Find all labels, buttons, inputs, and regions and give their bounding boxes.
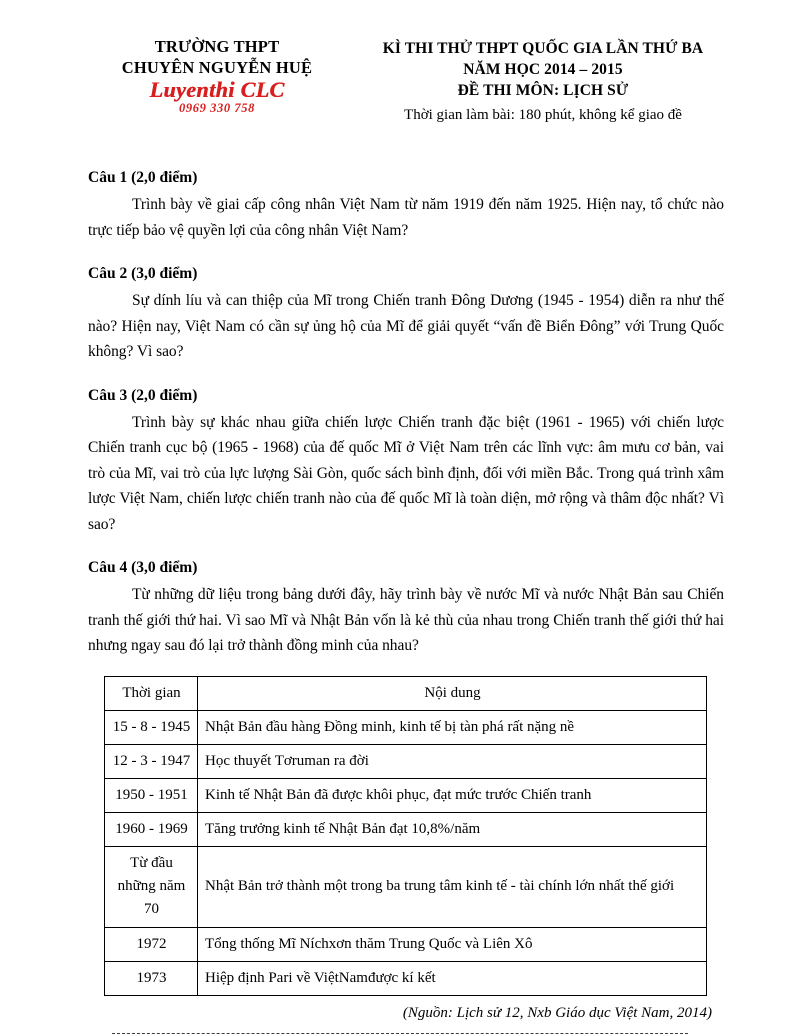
table-row [105, 744, 707, 778]
cell-content: Tăng trưởng kinh tế Nhật Bản đạt 10,8%/năm [198, 812, 707, 846]
cell-time: 1973 [105, 961, 198, 995]
cell-time: 1950 - 1951 [105, 778, 198, 812]
cell-content: Tổng thống Mĩ Níchxơn thăm Trung Quốc và Liên Xô [198, 927, 707, 961]
page-footer-divider [112, 1033, 688, 1034]
data-table-wrapper [88, 676, 724, 996]
cell-time: 12 - 3 - 1947 [105, 744, 198, 778]
logo-phone-number: 0969 330 758 [179, 101, 255, 115]
table-row [105, 812, 707, 846]
logo-wordmark: Luyenthi CLC [149, 77, 285, 102]
exam-duration-note: Thời gian làm bài: 180 phút, không kể giao đề [404, 107, 682, 123]
exam-content [0, 168, 800, 1034]
exam-subject-line: ĐỀ THI MÔN: LỊCH SỬ [457, 82, 629, 99]
table-header-row [105, 676, 707, 710]
table-row [105, 710, 707, 744]
cell-content: Học thuyết Tơruman ra đời [198, 744, 707, 778]
question-block-3 [88, 386, 724, 538]
cell-content: Hiệp định Pari về ViệtNamđược kí kết [198, 961, 707, 995]
column-header-content: Nội dung [198, 676, 707, 710]
school-identity-block [74, 36, 360, 115]
question-4-body: Từ những dữ liệu trong bảng dưới đây, hãy trình bày về nước Mĩ và nước Nhật Bản sau Chiến tranh thế giới thứ hai. Vì sao Mĩ và Nhật Bản vốn là kẻ thù của nhau trong Chiến tranh thế giới thứ hai nhưng ngay sau đó lại trở thành đồng minh của nhau? [88, 586, 724, 654]
cell-time: Từ đầu những năm 70 [105, 846, 198, 927]
question-3-title: Câu 3 (2,0 điểm) [88, 386, 198, 404]
school-name-line-1: TRƯỜNG THPT [154, 37, 280, 56]
table-source-citation: (Nguồn: Lịch sử 12, Nxb Giáo dục Việt Nam, 2014) [402, 1004, 712, 1021]
question-2-title: Câu 2 (3,0 điểm) [88, 265, 198, 282]
cell-content: Nhật Bản đầu hàng Đồng minh, kinh tế bị tàn phá rất nặng nề [198, 710, 707, 744]
document-header [0, 0, 800, 126]
exam-identity-block [360, 36, 726, 126]
table-row [105, 778, 707, 812]
exam-title-line-2: NĂM HỌC 2014 – 2015 [463, 61, 623, 78]
question-2-body: Sự dính líu và can thiệp của Mĩ trong Chiến tranh Đông Dương (1945 - 1954) diễn ra như thế nào? Hiện nay, Việt Nam có cần sự ủng hộ của Mĩ để giải quyết “vấn đề Biển Đông” với Trung Quốc không? Vì sao? [88, 292, 724, 360]
question-block-4 [88, 558, 724, 659]
question-block-2 [88, 264, 724, 365]
question-3-body: Trình bày sự khác nhau giữa chiến lược Chiến tranh đặc biệt (1961 - 1965) với chiến lược Chiến tranh cục bộ (1965 - 1968) của đế quốc Mĩ ở Việt Nam trên các lĩnh vực: âm mưu cơ bản, vai trò của Mĩ, vai trò của lực lượng Sài Gòn, quốc sách bình định, đối với miền Bắc. Trong quá trình xâm lược Việt Nam, chiến lược chiến tranh nào của đế quốc Mĩ là toàn diện, mở rộng và thâm độc nhất? Vì sao? [88, 413, 724, 533]
table-row [105, 961, 707, 995]
cell-content: Nhật Bản trở thành một trong ba trung tâm kinh tế - tài chính lớn nhất thế giới [198, 846, 707, 927]
cell-time: 1972 [105, 927, 198, 961]
question-block-1 [88, 168, 724, 243]
table-row [105, 846, 707, 927]
question-4-title: Câu 4 (3,0 điểm) [88, 559, 198, 576]
column-header-time: Thời gian [105, 676, 198, 710]
cell-time: 15 - 8 - 1945 [105, 710, 198, 744]
tutoring-center-logo [74, 79, 360, 115]
exam-title-line-1: KÌ THI THỬ THPT QUỐC GIA LẦN THỨ BA [382, 40, 704, 57]
question-1-body: Trình bày về giai cấp công nhân Việt Nam từ năm 1919 đến năm 1925. Hiện nay, tổ chức nào trực tiếp bảo vệ quyền lợi của công nhân Việt Nam? [88, 196, 724, 239]
school-name-line-2: CHUYÊN NGUYỄN HUỆ [121, 58, 313, 77]
question-1-title: Câu 1 (2,0 điểm) [88, 169, 198, 186]
japan-usa-timeline-table [104, 676, 707, 996]
cell-time: 1960 - 1969 [105, 812, 198, 846]
table-row [105, 927, 707, 961]
cell-content: Kinh tế Nhật Bản đã được khôi phục, đạt mức trước Chiến tranh [198, 778, 707, 812]
